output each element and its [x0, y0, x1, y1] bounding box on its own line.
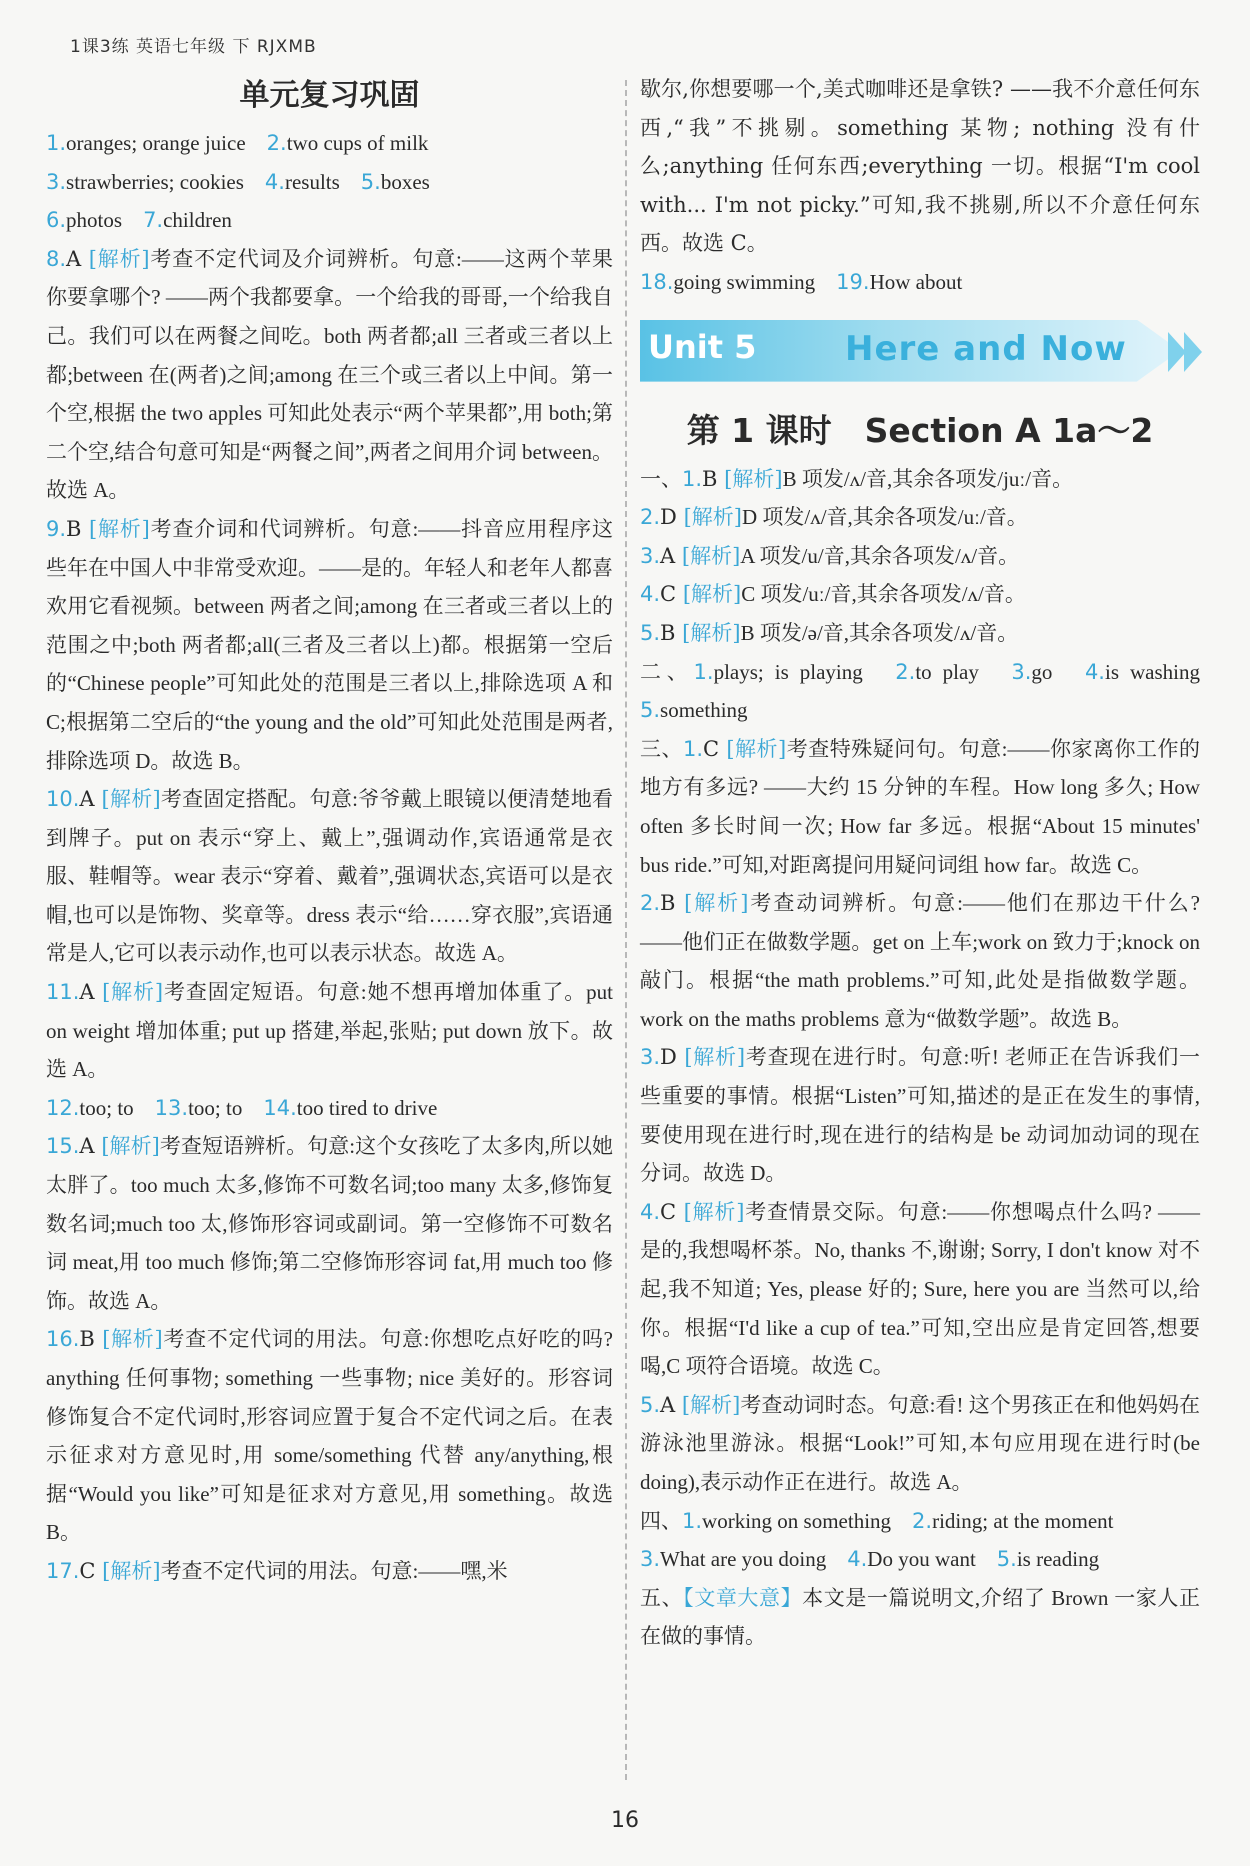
answer-text: going swimming — [673, 269, 837, 294]
explanation-tag: [解析] — [684, 1045, 746, 1070]
answer-item — [46, 240, 613, 510]
answer-text: C 项发/uː/音,其余各项发/ʌ/音。 — [741, 582, 1026, 607]
answer-number: 4. — [264, 169, 285, 194]
answer-text: 考查现在进行时。句意:听! 老师正在告诉我们一些重要的事情。根据“Listen”可知,描述的是正在发生的事情,要使用现在进行时,现在进行的结构是 be 动词加动词的现在分词。故选 D。 — [640, 1045, 1201, 1186]
explanation-tag: [解析] — [726, 736, 787, 761]
answer-text: 考查情景交际。句意:——你想喝点什么吗? ——是的,我想喝杯茶。No, thanks 不,谢谢; Sorry, I don't know 对不起,我不知道; Yes, please 好的; Sure, here you are 当然可以,给你。根据“I'd like a cup of tea.”可知,空出应是肯定回答,想要喝,C 项符合语境。故选 C。 — [640, 1199, 1201, 1379]
answer-text: 考查动词时态。句意:看! 这个男孩正在和他妈妈在游泳池里游泳。根据“Look!”可知,本句应用现在进行时(be doing),表示动作正在进行。故选 A。 — [640, 1392, 1200, 1494]
section-prefix: 五、 — [640, 1585, 684, 1610]
answer-text: two cups of milk — [286, 131, 429, 155]
section-title: 单元复习巩固 — [239, 78, 420, 113]
answer-number: 5. — [640, 620, 661, 645]
right-answer-list — [640, 460, 1221, 1656]
answer-number: 3. — [1011, 659, 1032, 684]
answer-choice: A — [79, 787, 95, 812]
answer-choice: B — [660, 620, 676, 645]
answer-number: 14. — [263, 1095, 297, 1120]
left-column — [46, 70, 613, 1591]
answer-item — [640, 537, 1200, 576]
answer-number: 1. — [46, 131, 67, 155]
column-divider — [625, 80, 627, 1780]
answer-number: 2. — [640, 505, 661, 530]
answer-text: 考查动词辨析。句意:——他们在那边干什么? ——他们正在做数学题。get on 上车;work on 致力于;knock on 敲门。根据“the math problems.”可知,此处是指做数学题。work on the maths problems 意为“做数学题”。故选 B。 — [640, 891, 1200, 1031]
answer-text: 考查不定代词的用法。句意:——嘿,米 — [160, 1558, 508, 1583]
answer-number: 2. — [266, 131, 287, 155]
answer-number: 1. — [682, 1508, 703, 1533]
answer-text: How about — [869, 269, 963, 294]
left-answer-list — [46, 124, 613, 1591]
answer-choice: A — [79, 1134, 95, 1159]
answer-number: 18. — [640, 269, 674, 294]
answer-choice: C — [660, 582, 677, 607]
answer-item — [640, 1386, 1200, 1502]
answer-item — [46, 1320, 613, 1552]
answer-choice: B — [660, 891, 676, 916]
lesson-title: 第 1 课时 Section A 1a～2 — [686, 410, 1154, 450]
answer-choice: D — [660, 505, 677, 530]
answer-item — [640, 575, 1200, 614]
answer-item — [640, 498, 1200, 537]
answer-number: 5. — [360, 169, 381, 194]
answer-number: 17. — [46, 1558, 80, 1583]
unit-title: Here and Now — [845, 328, 1127, 369]
answer-text: What are you doing — [660, 1547, 848, 1572]
answer-item — [46, 780, 613, 973]
explanation-tag: 【文章大意】 — [683, 1585, 803, 1610]
answer-text: something — [660, 698, 748, 723]
answer-item — [46, 973, 613, 1089]
answer-text: too; to — [188, 1095, 264, 1120]
answer-text: children — [163, 208, 232, 233]
answer-choice: C — [703, 736, 720, 761]
answer-text: D 项发/ʌ/音,其余各项发/uː/音。 — [741, 505, 1028, 530]
answer-item — [46, 163, 613, 202]
answer-choice: C — [660, 1199, 677, 1224]
explanation-tag: [解析] — [683, 1199, 745, 1224]
answer-text: too; to — [79, 1095, 155, 1120]
explanation-tag: [解析] — [684, 891, 749, 916]
answer-text: too tired to drive — [296, 1095, 438, 1120]
explanation-tag: [解析] — [88, 516, 150, 541]
answer-text: boxes — [380, 169, 430, 194]
answer-text: B 项发/ʌ/音,其余各项发/juː/音。 — [782, 466, 1074, 491]
answer-item — [640, 460, 1200, 499]
answer-row-18-19 — [640, 263, 1200, 302]
answer-text: photos — [66, 208, 144, 233]
answer-text: strawberries; cookies — [66, 169, 265, 194]
answer-item — [640, 614, 1200, 653]
answer-text: to play — [915, 659, 1012, 684]
unit-banner — [640, 314, 1200, 388]
answer-number: 1. — [682, 466, 703, 491]
answer-text: 考查特殊疑问句。句意:——你家离你工作的地方有多远? ——大约 15 分钟的车程。How long 多久; How often 多长时间一次; How far 多远。根据“About 15 minutes' bus ride.”可知,对距离提问用疑问词组 how far。故选 C。 — [640, 736, 1201, 877]
explanation-tag: [解析] — [102, 1327, 163, 1352]
explanation-tag: [解析] — [682, 582, 742, 607]
answer-number: 1. — [683, 736, 704, 761]
section-prefix: 四、 — [640, 1508, 682, 1533]
chevron-right-icon — [1184, 332, 1202, 372]
answer-number: 9. — [46, 516, 67, 541]
answer-choice: D — [660, 1045, 677, 1070]
answer-item — [46, 201, 613, 240]
answer-text: 本文是一篇说明文,介绍了 Brown 一家人正在做的事情。 — [640, 1585, 1200, 1649]
answer-choice: A — [660, 543, 676, 568]
page-number: 16 — [611, 1808, 639, 1833]
answer-text: riding; at the moment — [932, 1508, 1114, 1533]
answer-text: 考查介词和代词辨析。句意:——抖音应用程序这些年在中国人中非常受欢迎。——是的。年轻人和老年人都喜欢用它看视频。between 两者之间;among 在三者或三者以上的范围之中;both 两者都;all(三者及三者以上)都。根据第一空后的“Chinese people”可知此处的范围是三者以上,排除选项 A 和 C;根据第二空后的“the young and the old”可知此处范围是两者,排除选项 D。故选 B。 — [46, 516, 613, 773]
answer-text: plays; is playing — [713, 659, 896, 684]
answer-number: 3. — [640, 543, 661, 568]
answer-item — [46, 1089, 613, 1128]
section-prefix: 二、 — [640, 659, 694, 684]
answer-number: 11. — [46, 980, 80, 1005]
answer-text: go — [1031, 659, 1085, 684]
answer-number: 3. — [640, 1045, 661, 1070]
answer-choice: A — [79, 980, 95, 1005]
answer-number: 1. — [693, 659, 714, 684]
explanation-tag: [解析] — [683, 505, 742, 530]
answer-choice: A — [66, 246, 82, 271]
answer-number: 2. — [912, 1508, 933, 1533]
answer-item — [640, 1502, 1200, 1541]
section-prefix: 三、 — [640, 736, 683, 761]
answer-text: Do you want — [867, 1547, 997, 1572]
answer-choice: B — [66, 516, 82, 541]
answer-choice: C — [79, 1558, 96, 1583]
answer-item — [46, 510, 613, 780]
answer-number: 4. — [640, 1199, 661, 1224]
answer-number: 19. — [836, 269, 870, 294]
answer-text: 考查固定搭配。句意:爷爷戴上眼镜以便清楚地看到牌子。put on 表示“穿上、戴上”,强调动作,宾语通常是衣服、鞋帽等。wear 表示“穿着、戴着”,强调状态,宾语可以是衣帽,也可以是饰物、奖章等。dress 表示“给……穿衣服”,宾语通常是人,它可以表示动作,也可以表示状态。故选 A。 — [46, 787, 613, 966]
answer-text: 考查短语辨析。句意:这个女孩吃了太多肉,所以她太胖了。too much 太多,修饰不可数名词;too many 太多,修饰复数名词;much too 太,修饰形容词或副词。第一空修饰不可数名词 meat,用 too much 修饰;第二空修饰形容词 fat,用 much too 修饰。故选 A。 — [46, 1134, 613, 1313]
answer-item — [640, 1193, 1200, 1386]
answer-number: 15. — [46, 1134, 80, 1159]
answer-choice: A — [660, 1392, 676, 1417]
answer-item — [640, 884, 1200, 1038]
answer-text: oranges; orange juice — [66, 131, 267, 155]
continued-explanation: 歇尔,你想要哪一个,美式咖啡还是拿铁? ——我不介意任何东西,“我”不挑剔。something 某物; nothing 没有什么;anything 任何东西;everything 一切。根据“I'm cool with... I'm not picky.”可知,我不挑剔,所以不介意任何东西。故选 C。 — [640, 77, 1200, 256]
answer-number: 16. — [46, 1327, 80, 1352]
answer-number: 3. — [640, 1547, 661, 1572]
answer-text: is washing — [1104, 659, 1221, 684]
answer-item — [640, 1579, 1200, 1656]
answer-text: 考查固定短语。句意:她不想再增加体重了。put on weight 增加体重; put up 搭建,举起,张贴; put down 放下。故选 A。 — [46, 980, 613, 1082]
answer-number: 4. — [1084, 659, 1105, 684]
explanation-tag: [解析] — [102, 980, 164, 1005]
answer-text: A 项发/u/音,其余各项发/ʌ/音。 — [740, 543, 1020, 568]
answer-text: is reading — [1016, 1547, 1100, 1572]
answer-number: 3. — [46, 169, 67, 194]
explanation-tag: [解析] — [88, 246, 150, 271]
answer-choice: B — [79, 1327, 95, 1352]
answer-number: 5. — [996, 1547, 1017, 1572]
answer-number: 10. — [46, 787, 80, 812]
answer-number: 4. — [847, 1547, 868, 1572]
answer-item — [46, 1127, 613, 1320]
answer-text: working on something — [702, 1508, 913, 1533]
answer-number: 8. — [46, 246, 67, 271]
answer-text: 考查不定代词及介词辨析。句意:——这两个苹果你要拿哪个? ——两个我都要拿。一个给我的哥哥,一个给我自己。我们可以在两餐之间吃。both 两者都;all 三者或三者以上都;between 在(两者)之间;among 在三个或三者以上中间。第一个空,根据 the two apples 可知此处表示“两个苹果都”,用 both;第二个空,结合句意可知是“两餐之间”,两者之间用介词 between。故选 A。 — [46, 246, 613, 503]
answer-text: 考查不定代词的用法。句意:你想吃点好吃的吗? anything 任何事物; something 一些事物; nice 美好的。形容词修饰复合不定代词时,形容词应置于复合不定代词之后。在表示征求对方意见时,用 some/something 代替 any/anything,根据“Would you like”可知是征求对方意见,用 something。故选 B。 — [46, 1327, 614, 1545]
explanation-tag: [解析] — [724, 466, 783, 491]
explanation-tag: [解析] — [101, 787, 161, 812]
answer-number: 2. — [895, 659, 916, 684]
answer-item — [640, 1038, 1200, 1192]
answer-item — [640, 1540, 1200, 1579]
answer-item — [46, 124, 613, 163]
answer-number: 6. — [46, 208, 67, 233]
page-header: 1课3练 英语七年级 下 RJXMB — [70, 37, 317, 57]
answer-choice: B — [702, 466, 718, 491]
explanation-tag: [解析] — [101, 1134, 160, 1159]
answer-text: B 项发/ə/音,其余各项发/ʌ/音。 — [740, 620, 1019, 645]
answer-number: 2. — [640, 891, 661, 916]
answer-text: results — [284, 169, 361, 194]
answer-number: 13. — [154, 1095, 189, 1120]
answer-number: 4. — [640, 582, 661, 607]
explanation-tag: [解析] — [102, 1558, 161, 1583]
explanation-tag: [解析] — [681, 1392, 741, 1417]
right-column — [640, 70, 1221, 1656]
answer-item — [46, 1552, 613, 1591]
explanation-tag: [解析] — [682, 620, 741, 645]
explanation-tag: [解析] — [681, 543, 741, 568]
answer-number: 12. — [46, 1095, 80, 1120]
answer-number: 5. — [640, 1392, 661, 1417]
answer-item — [640, 653, 1221, 730]
answer-item — [640, 730, 1200, 884]
section-prefix: 一、 — [640, 466, 682, 491]
unit-label: Unit 5 — [648, 327, 757, 366]
answer-number: 7. — [143, 208, 164, 233]
answer-number: 5. — [640, 698, 661, 723]
